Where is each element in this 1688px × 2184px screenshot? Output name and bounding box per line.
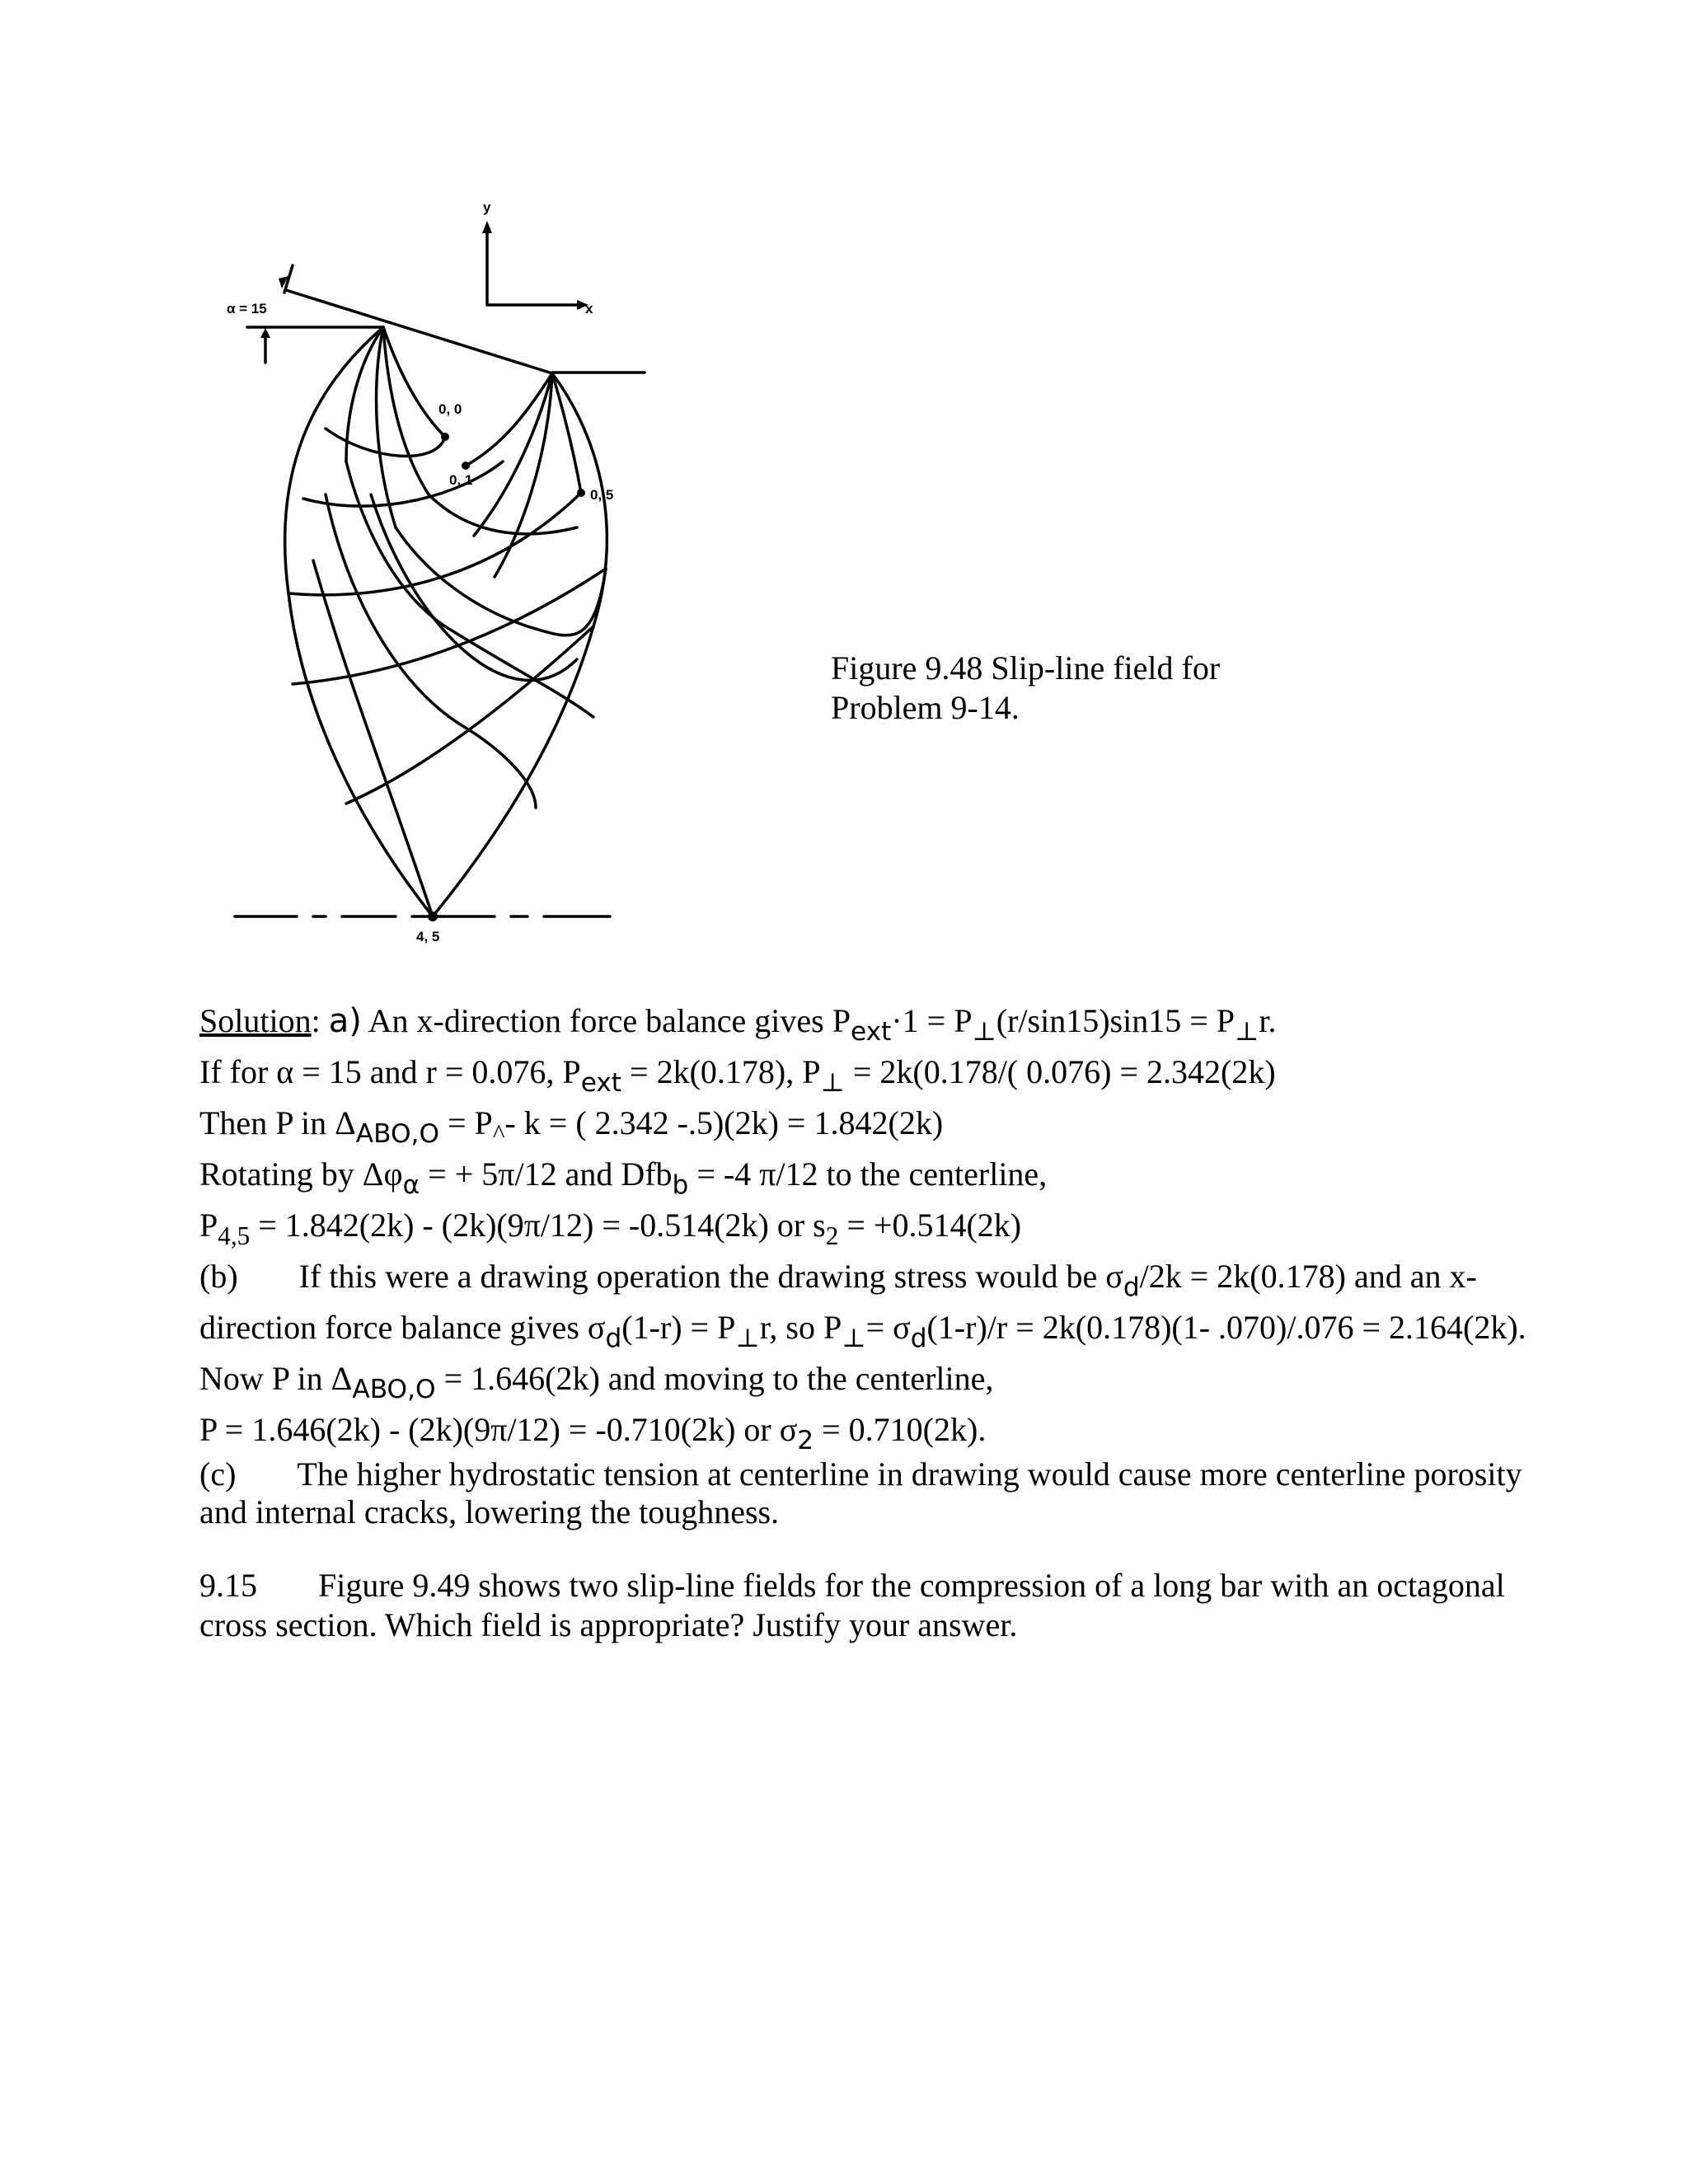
- b2-c: r, so P: [759, 1309, 842, 1346]
- problem-9-15: [199, 1566, 1551, 1645]
- solution-line-1: [199, 996, 1551, 1047]
- die-face-line: [286, 290, 552, 373]
- part-a-label: a): [328, 1002, 362, 1040]
- l5-a: P: [199, 1207, 218, 1244]
- l4-b: = + 5π/12 and Dfb: [420, 1155, 673, 1193]
- solution-part-c: [199, 1455, 1551, 1531]
- y-axis-label: y: [483, 199, 491, 215]
- l1-sub-perp: ⊥: [972, 1016, 996, 1046]
- b2-b: (1-r) = P: [621, 1309, 736, 1346]
- l1-end: r.: [1259, 1002, 1277, 1039]
- l2-b: = 2k(0.178), P: [621, 1053, 821, 1090]
- l4-a: Rotating by Δφ: [199, 1155, 403, 1193]
- b2-sub-d: d: [605, 1323, 622, 1353]
- caption-line-2: Problem 9-14.: [831, 689, 1020, 726]
- b2-e: (1-r)/r = 2k(0.178)(1- .070)/.076 = 2.164(2k).: [926, 1309, 1526, 1346]
- l3-b: = P: [439, 1104, 493, 1141]
- solution-colon: :: [311, 1002, 321, 1039]
- l3-a: Then P in Δ: [199, 1104, 356, 1141]
- b2-sub-perp: ⊥: [735, 1323, 760, 1352]
- solution-line-b4: [199, 1404, 1551, 1455]
- l3-c: - k = ( 2.342 -.5)(2k) = 1.842(2k): [504, 1104, 944, 1141]
- b-a: If this were a drawing operation the drawing stress would be σ: [298, 1258, 1123, 1295]
- part-c-text: The higher hydrostatic tension at centerline in drawing would cause more centerline porosity and internal cracks, lowering the toughness.: [199, 1455, 1522, 1530]
- l2-c: = 2k(0.178/( 0.076) = 2.342(2k): [844, 1053, 1276, 1090]
- node-01-label: 0, 1: [449, 472, 473, 488]
- node-00-marker: [441, 433, 449, 441]
- problem-text: Figure 9.49 shows two slip-line fields for the compression of a long bar with an octagonal cross section. Which field is appropriate? Justify your answer.: [199, 1567, 1505, 1643]
- l5-sub: 4,5: [218, 1221, 251, 1250]
- problem-number: 9.15: [199, 1567, 257, 1604]
- b4-b: = 0.710(2k).: [814, 1411, 987, 1448]
- l1-sub-ext: ext: [850, 1016, 892, 1047]
- l1-mid2: (r/sin15)sin15 = P: [996, 1002, 1236, 1039]
- b2-d: = σ: [865, 1309, 911, 1346]
- node-45-marker: [428, 912, 438, 921]
- l1-text: An x-direction force balance gives P: [368, 1002, 851, 1039]
- node-45-label: 4, 5: [416, 929, 440, 944]
- l5-sub2: 2: [825, 1221, 839, 1250]
- l4-sub: α: [402, 1169, 420, 1200]
- x-axis-label: x: [585, 301, 593, 316]
- l1-sub-perp2: ⊥: [1235, 1016, 1259, 1046]
- b-b: /2k = 2k(0.178) and an x-: [1139, 1258, 1477, 1295]
- solution-line-b2: [199, 1302, 1551, 1353]
- node-05-marker: [577, 489, 585, 497]
- solution-line-4: [199, 1149, 1551, 1200]
- solution-line-b1: [199, 1251, 1551, 1302]
- l1-mid: ·1 = P: [891, 1002, 973, 1039]
- node-05-label: 0, 5: [590, 487, 614, 503]
- l2-sub-perp: ⊥: [820, 1067, 845, 1097]
- slip-line-field-diagram: [210, 190, 672, 948]
- solution-line-5: [199, 1200, 1551, 1251]
- l3-sub: ABO,O: [355, 1118, 439, 1149]
- outer-boundary-left: [285, 327, 433, 916]
- b2-a: direction force balance gives σ: [199, 1309, 606, 1346]
- part-b-label: (b): [199, 1258, 238, 1295]
- node-01-marker: [462, 462, 470, 470]
- l5-b: = 1.842(2k) - (2k)(9π/12) = -0.514(2k) or s: [250, 1207, 826, 1244]
- b4-a: P = 1.646(2k) - (2k)(9π/12) = -0.710(2k) or σ: [199, 1411, 798, 1448]
- b4-sub: 2: [797, 1425, 814, 1455]
- part-c-label: (c): [199, 1455, 237, 1493]
- b2-sub-perp2: ⊥: [842, 1323, 866, 1352]
- l4-sub2: b: [672, 1169, 689, 1200]
- b3-a: Now P in Δ: [199, 1360, 353, 1397]
- slip-line-field-figure: [210, 190, 672, 948]
- figure-caption: [831, 649, 1220, 728]
- solution-label: Solution: [199, 1002, 312, 1039]
- node-00-label: 0, 0: [438, 401, 462, 417]
- l3-sub2: ^: [492, 1118, 505, 1148]
- solution-block: [199, 996, 1551, 1531]
- solution-line-b3: [199, 1353, 1551, 1404]
- b3-sub: ABO,O: [352, 1374, 436, 1404]
- solution-line-3: [199, 1098, 1551, 1149]
- solution-line-2: [199, 1047, 1551, 1098]
- b-sub-d: d: [1123, 1272, 1140, 1302]
- l2-sub-ext: ext: [580, 1067, 622, 1098]
- caption-line-1: Figure 9.48 Slip-line field for: [831, 649, 1221, 687]
- b2-sub-d2: d: [910, 1323, 927, 1353]
- l2-a: If for α = 15 and r = 0.076, P: [199, 1053, 581, 1090]
- l5-c: = +0.514(2k): [838, 1207, 1022, 1244]
- l4-c: = -4 π/12 to the centerline,: [688, 1155, 1048, 1193]
- b3-b: = 1.646(2k) and moving to the centerline,: [435, 1360, 994, 1397]
- alpha-label: α = 15: [227, 301, 267, 316]
